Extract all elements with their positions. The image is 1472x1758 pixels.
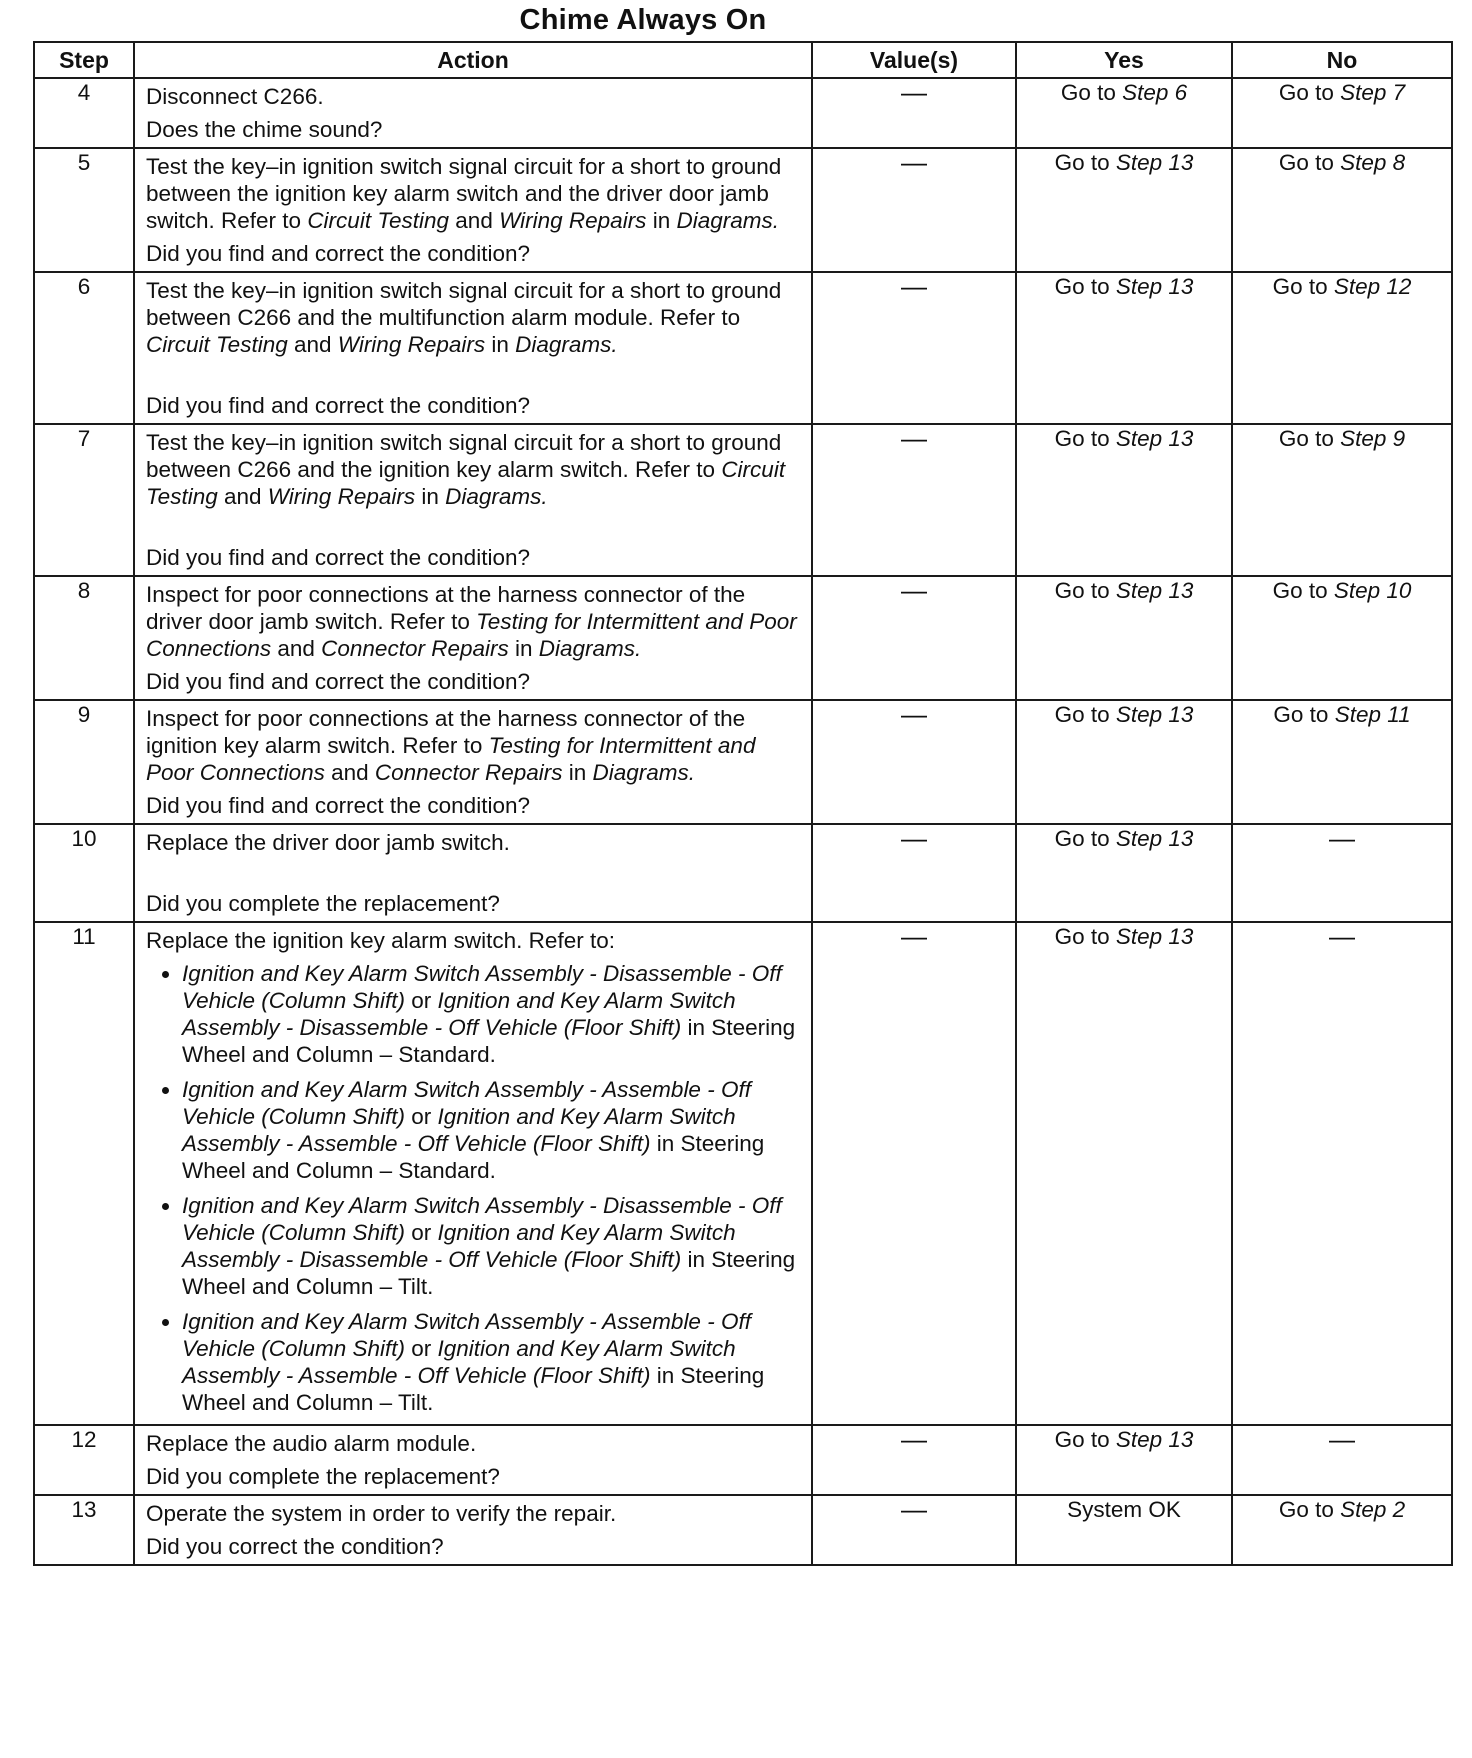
step-number: 9: [34, 700, 134, 824]
yes-result: Go to Step 13: [1016, 576, 1232, 700]
action-text: Inspect for poor connections at the harness connector of the ignition key alarm switch. Refer to Testing for Intermittent and Poor Connections and Connector Repairs in Diagrams.: [146, 706, 756, 785]
reference-item: • Ignition and Key Alarm Switch Assembly - Assemble - Off Vehicle (Column Shift) or Ignition and Key Alarm Switch Assembly - Assemble - Off Vehicle (Floor Shift) in Steering Wheel and Column – Tilt.: [182, 1308, 801, 1416]
step-number: 4: [34, 78, 134, 148]
value-cell: —: [812, 148, 1016, 272]
no-result: Go to Step 7: [1232, 78, 1452, 148]
action-question: Did you correct the condition?: [146, 1534, 444, 1559]
action-text: Replace the audio alarm module.: [146, 1431, 477, 1456]
reference-list: [146, 960, 801, 1416]
action-cell: [134, 424, 812, 576]
action-text: Test the key–in ignition switch signal circuit for a short to ground between C266 and the ignition key alarm switch. Refer to Circuit Testing and Wiring Repairs in Diagrams.: [146, 430, 786, 509]
action-cell: [134, 824, 812, 922]
value-cell: —: [812, 78, 1016, 148]
no-result: Go to Step 8: [1232, 148, 1452, 272]
action-text: Inspect for poor connections at the harness connector of the driver door jamb switch. Refer to Testing for Intermittent and Poor Connections and Connector Repairs in Diagrams.: [146, 582, 797, 661]
step-number: 5: [34, 148, 134, 272]
action-question: Did you find and correct the condition?: [146, 241, 530, 266]
table-row: [34, 1495, 1452, 1565]
table-row: [34, 272, 1452, 424]
header-yes: Yes: [1016, 42, 1232, 78]
step-number: 11: [34, 922, 134, 1425]
yes-result: Go to Step 13: [1016, 922, 1232, 1425]
no-result: Go to Step 11: [1232, 700, 1452, 824]
yes-result: Go to Step 13: [1016, 1425, 1232, 1495]
action-cell: [134, 78, 812, 148]
action-cell: [134, 1495, 812, 1565]
yes-result: Go to Step 13: [1016, 424, 1232, 576]
action-question: Did you complete the replacement?: [146, 891, 500, 916]
diagnostic-table: [33, 41, 1453, 1566]
step-number: 13: [34, 1495, 134, 1565]
step-number: 8: [34, 576, 134, 700]
step-number: 12: [34, 1425, 134, 1495]
no-result: Go to Step 12: [1232, 272, 1452, 424]
action-question: Does the chime sound?: [146, 117, 383, 142]
no-result: Go to Step 2: [1232, 1495, 1452, 1565]
action-text: Test the key–in ignition switch signal circuit for a short to ground between C266 and the multifunction alarm module. Refer to Circuit Testing and Wiring Repairs in Diagrams.: [146, 278, 782, 357]
value-cell: —: [812, 1495, 1016, 1565]
no-result: Go to Step 10: [1232, 576, 1452, 700]
step-number: 7: [34, 424, 134, 576]
value-cell: —: [812, 922, 1016, 1425]
table-row: [34, 700, 1452, 824]
page-title: Chime Always On: [519, 4, 767, 36]
yes-result: Go to Step 13: [1016, 272, 1232, 424]
table-row: [34, 922, 1452, 1425]
action-cell: [134, 700, 812, 824]
no-result: —: [1232, 1425, 1452, 1495]
header-no: No: [1232, 42, 1452, 78]
action-text: Replace the ignition key alarm switch. Refer to:: [146, 928, 615, 953]
yes-result: Go to Step 13: [1016, 148, 1232, 272]
action-question: Did you complete the replacement?: [146, 1464, 500, 1489]
value-cell: —: [812, 272, 1016, 424]
reference-item: • Ignition and Key Alarm Switch Assembly - Disassemble - Off Vehicle (Column Shift) or Ignition and Key Alarm Switch Assembly - Disassemble - Off Vehicle (Floor Shift) in Steering Wheel and Column – Standard.: [182, 960, 801, 1068]
value-cell: —: [812, 576, 1016, 700]
reference-item: • Ignition and Key Alarm Switch Assembly - Assemble - Off Vehicle (Column Shift) or Ignition and Key Alarm Switch Assembly - Assemble - Off Vehicle (Floor Shift) in Steering Wheel and Column – Standard.: [182, 1076, 801, 1184]
action-cell: [134, 576, 812, 700]
table-row: [34, 148, 1452, 272]
action-text: Operate the system in order to verify the repair.: [146, 1501, 617, 1526]
header-step: Step: [34, 42, 134, 78]
table-row: [34, 824, 1452, 922]
no-result: —: [1232, 824, 1452, 922]
action-question: Did you find and correct the condition?: [146, 545, 530, 570]
action-question: Did you find and correct the condition?: [146, 793, 530, 818]
action-text: Disconnect C266.: [146, 84, 324, 109]
action-text: Replace the driver door jamb switch.: [146, 830, 510, 855]
yes-result: Go to Step 13: [1016, 700, 1232, 824]
yes-result: Go to Step 13: [1016, 824, 1232, 922]
action-question: Did you find and correct the condition?: [146, 669, 530, 694]
table-row: [34, 1425, 1452, 1495]
value-cell: —: [812, 1425, 1016, 1495]
no-result: Go to Step 9: [1232, 424, 1452, 576]
table-row: [34, 424, 1452, 576]
no-result: —: [1232, 922, 1452, 1425]
table-row: [34, 576, 1452, 700]
header-action: Action: [134, 42, 812, 78]
action-cell: [134, 1425, 812, 1495]
action-text: Test the key–in ignition switch signal circuit for a short to ground between the ignition key alarm switch and the driver door jamb switch. Refer to Circuit Testing and Wiring Repairs in Diagrams.: [146, 154, 782, 233]
value-cell: —: [812, 424, 1016, 576]
table-row: [34, 78, 1452, 148]
value-cell: —: [812, 824, 1016, 922]
action-cell: [134, 922, 812, 1425]
action-cell: [134, 272, 812, 424]
action-question: Did you find and correct the condition?: [146, 393, 530, 418]
header-row: [34, 42, 1452, 78]
yes-result: Go to Step 6: [1016, 78, 1232, 148]
step-number: 10: [34, 824, 134, 922]
step-number: 6: [34, 272, 134, 424]
reference-item: • Ignition and Key Alarm Switch Assembly - Disassemble - Off Vehicle (Column Shift) or Ignition and Key Alarm Switch Assembly - Disassemble - Off Vehicle (Floor Shift) in Steering Wheel and Column – Tilt.: [182, 1192, 801, 1300]
yes-result: System OK: [1016, 1495, 1232, 1565]
header-values: Value(s): [812, 42, 1016, 78]
action-cell: [134, 148, 812, 272]
value-cell: —: [812, 700, 1016, 824]
